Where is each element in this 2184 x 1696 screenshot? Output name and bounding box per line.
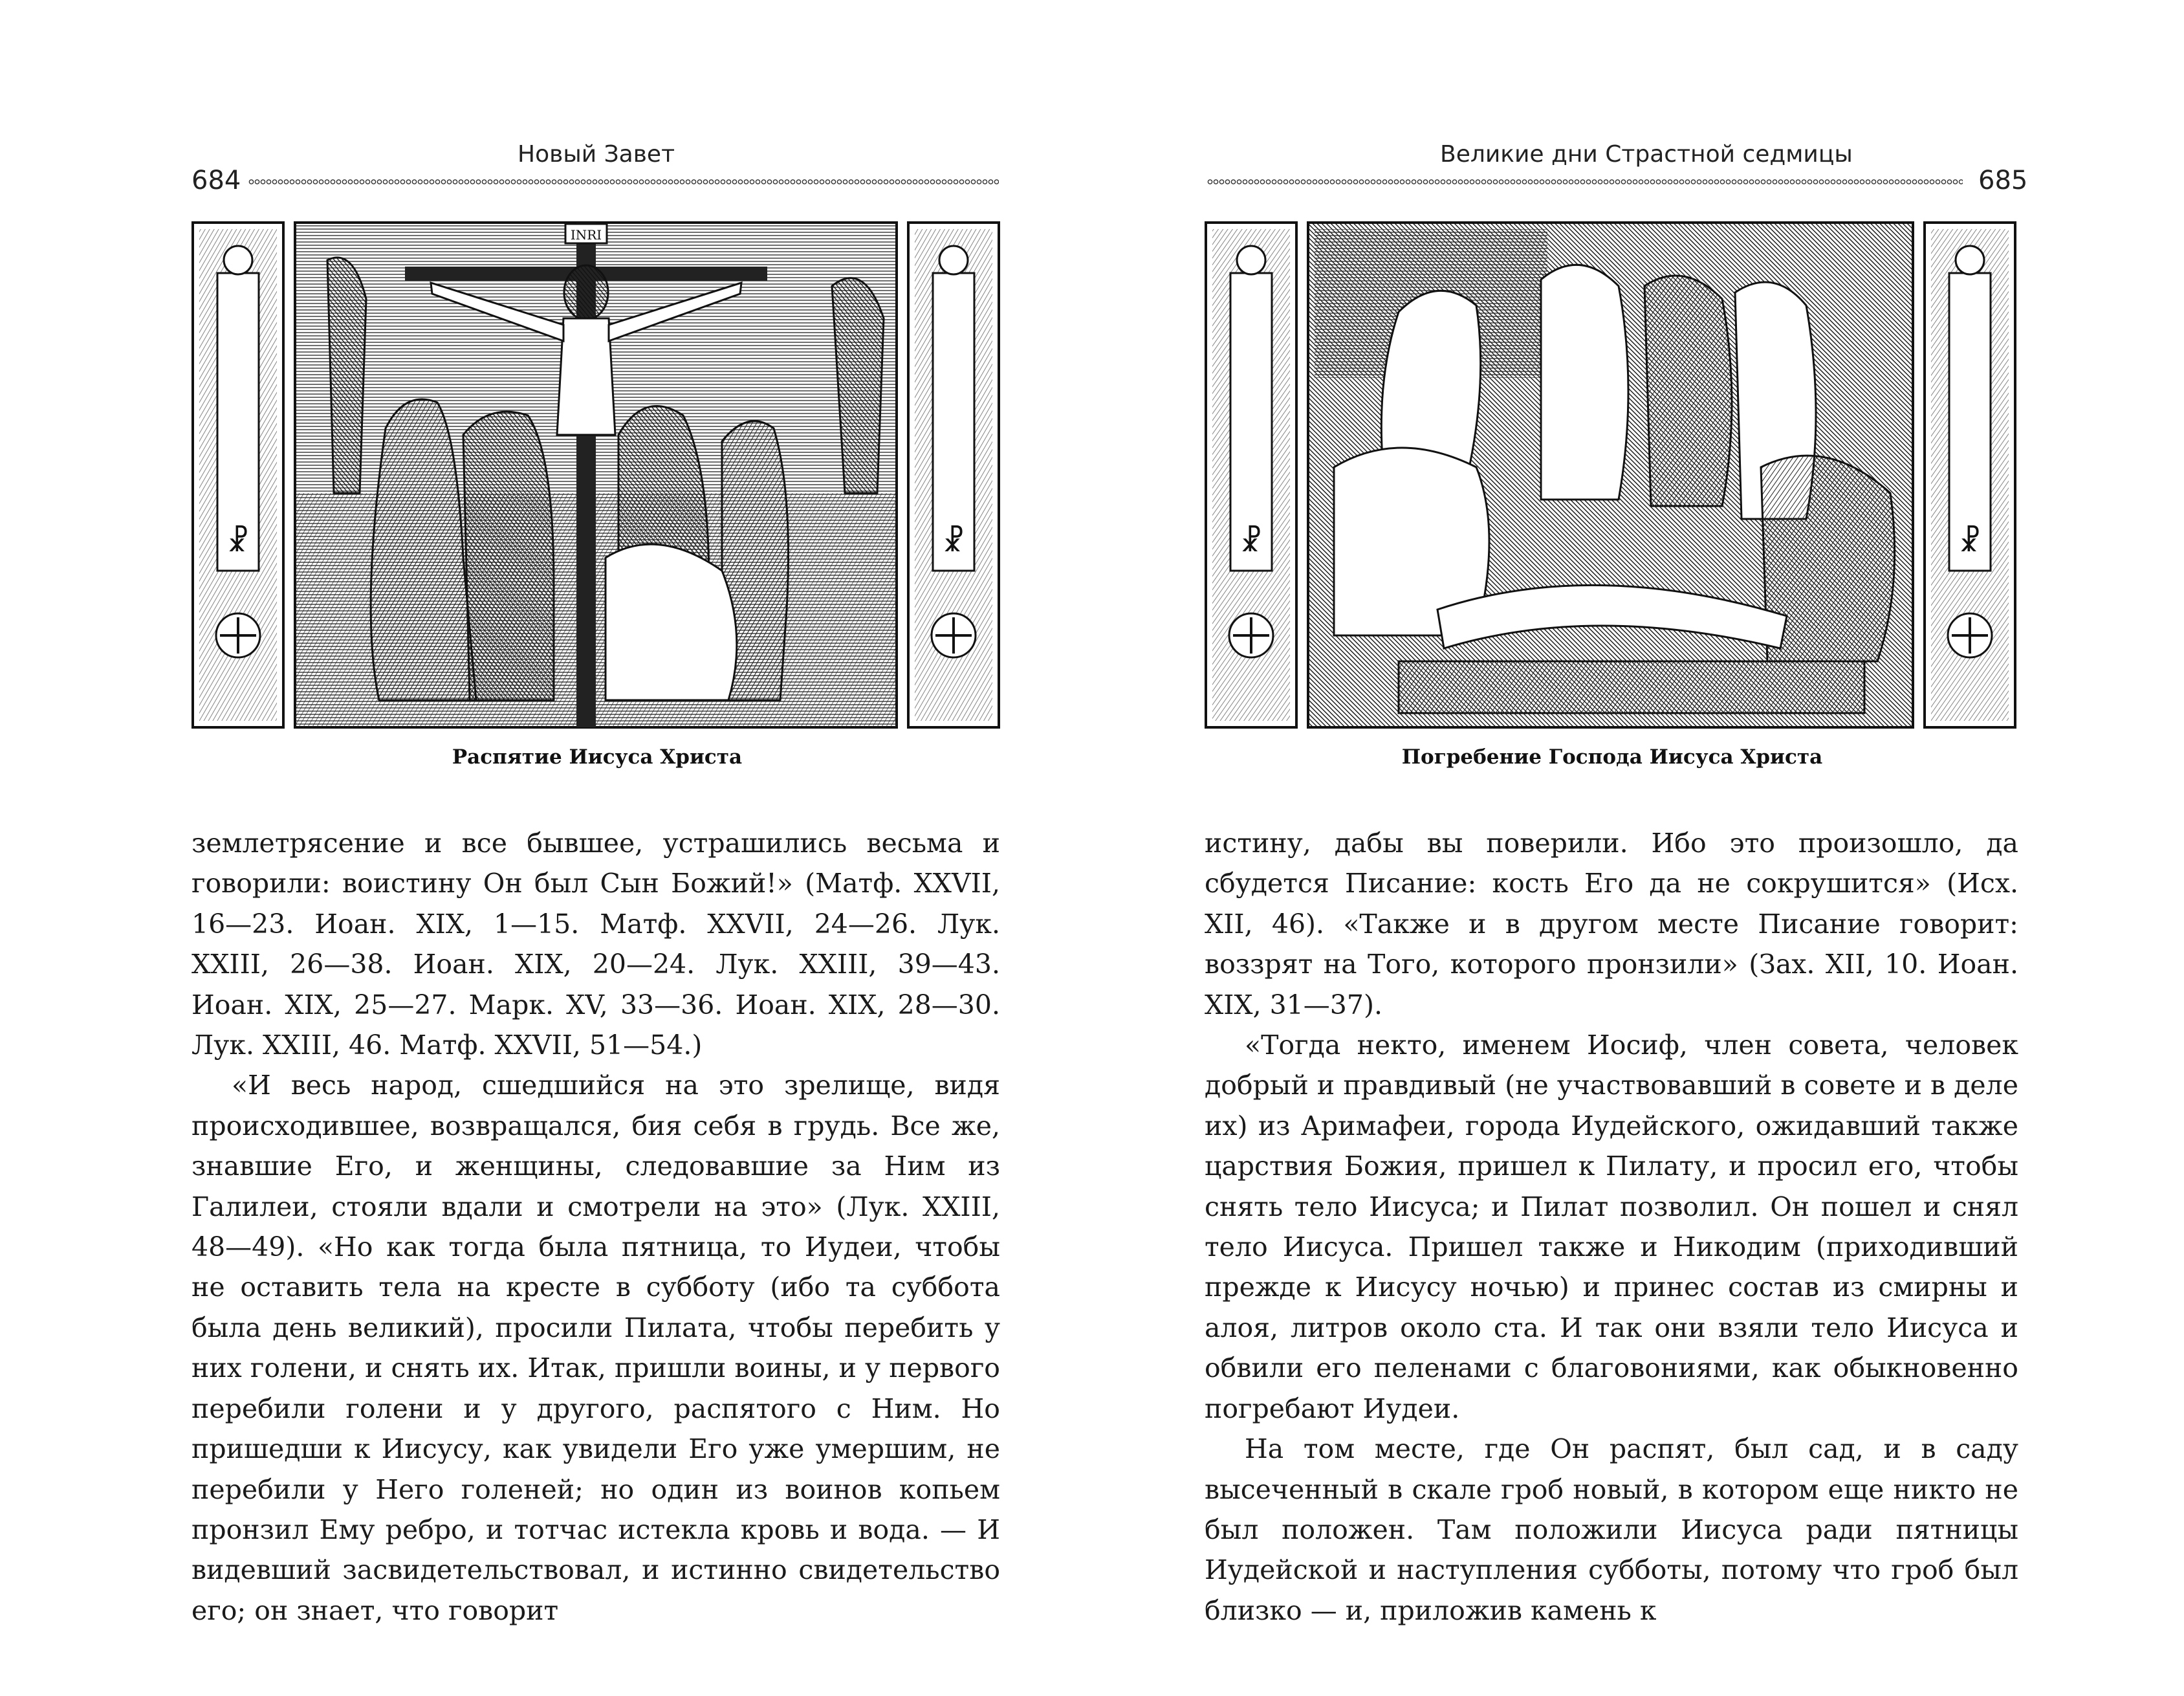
entombment-illustration	[1205, 221, 2016, 729]
illustration-caption: Распятие Иисуса Христа	[452, 745, 743, 769]
body-text	[191, 823, 1000, 1631]
svg-text:☧: ☧	[226, 525, 250, 558]
svg-text:☧: ☧	[1958, 525, 1982, 558]
svg-text:☧: ☧	[942, 525, 965, 558]
running-title: Великие дни Страстной седмицы	[1440, 141, 1853, 168]
paragraph: На том месте, где Он распят, был сад, и в саду высеченный в скале гроб новый, в котором еще никто не был положен. Там положили Иисуса ради пятницы Иудейской и наступления субботы, потому что гроб был близко — и, приложив камень к	[1205, 1433, 2018, 1626]
crucifixion-illustration	[191, 221, 1000, 729]
running-title: Новый Завет	[518, 141, 675, 168]
ornamental-rule	[248, 179, 999, 185]
right-page	[1092, 0, 2184, 1696]
inri-inscription: INRI	[570, 227, 602, 243]
engraving-image	[1205, 221, 2016, 729]
paragraph: «И весь народ, сшедшийся на это зрелище, видя происходившее, возвращался, бия себя в грудь. Все же, знавшие Его, и женщины, следовавшие за Ним из Галилеи, стояли вдали и смотрели на это» (Лук. XXIII, 48—49). «Но как тогда была пятница, то Иудеи, чтобы не оставить тела на кресте в субботу (ибо та суббота была день великий), просили Пилата, чтобы перебить у них голени, и снять их. Итак, пришли воины, и у первого перебили голени и у другого, распятого с Ним. Но пришедши к Иисусу, как увидели Его уже умершим, не перебили у Него голеней; но один из воинов копьем пронзил Ему ребро, и тотчас истекла кровь и вода. — И видевший засвидетельствовал, и истинно свидетельство его; он знает, что говорит	[191, 1070, 1000, 1626]
page-number: 684	[191, 166, 241, 195]
body-text	[1205, 823, 2018, 1631]
engraving-image	[191, 221, 1000, 729]
paragraph: истину, дабы вы поверили. Ибо это произошло, да сбудется Писание: кость Его да не сокрушится» (Исх. XII, 46). «Также и в другом месте Писание говорит: воззрят на Того, которого пронзили» (Зах. XII, 10. Иоан. XIX, 31—37).	[1205, 828, 2018, 1020]
page-number: 685	[1978, 166, 2028, 195]
ornamental-rule	[1207, 179, 1963, 185]
paragraph: землетрясение и все бывшее, устрашились весьма и говорили: воистину Он был Сын Божий!» (Матф. XXVII, 16—23. Иоан. XIX, 1—15. Матф. XXVII, 24—26. Лук. XXIII, 26—38. Иоан. XIX, 20—24. Лук. XXIII, 39—43. Иоан. XIX, 25—27. Марк. XV, 33—36. Иоан. XIX, 28—30. Лук. XXIII, 46. Матф. XXVII, 51—54.)	[191, 828, 1000, 1061]
illustration-caption: Погребение Господа Иисуса Христа	[1401, 745, 1823, 769]
svg-text:☧: ☧	[1239, 525, 1263, 558]
paragraph: «Тогда некто, именем Иосиф, член совета, человек добрый и правдивый (не участвовавший в совете и в деле их) из Аримафеи, города Иудейского, ожидавший также царствия Божия, пришел к Пилату, и просил его, чтобы снять тело Иисуса; и Пилат позволил. Он пошел и снял тело Иисуса. Пришел также и Никодим (приходивший прежде к Иисусу ночью) и принес состав из смирны и алоя, литров около ста. И так они взяли тело Иисуса и обвили его пеленами с благовониями, как обыкновенно погребают Иудеи.	[1205, 1030, 2018, 1424]
